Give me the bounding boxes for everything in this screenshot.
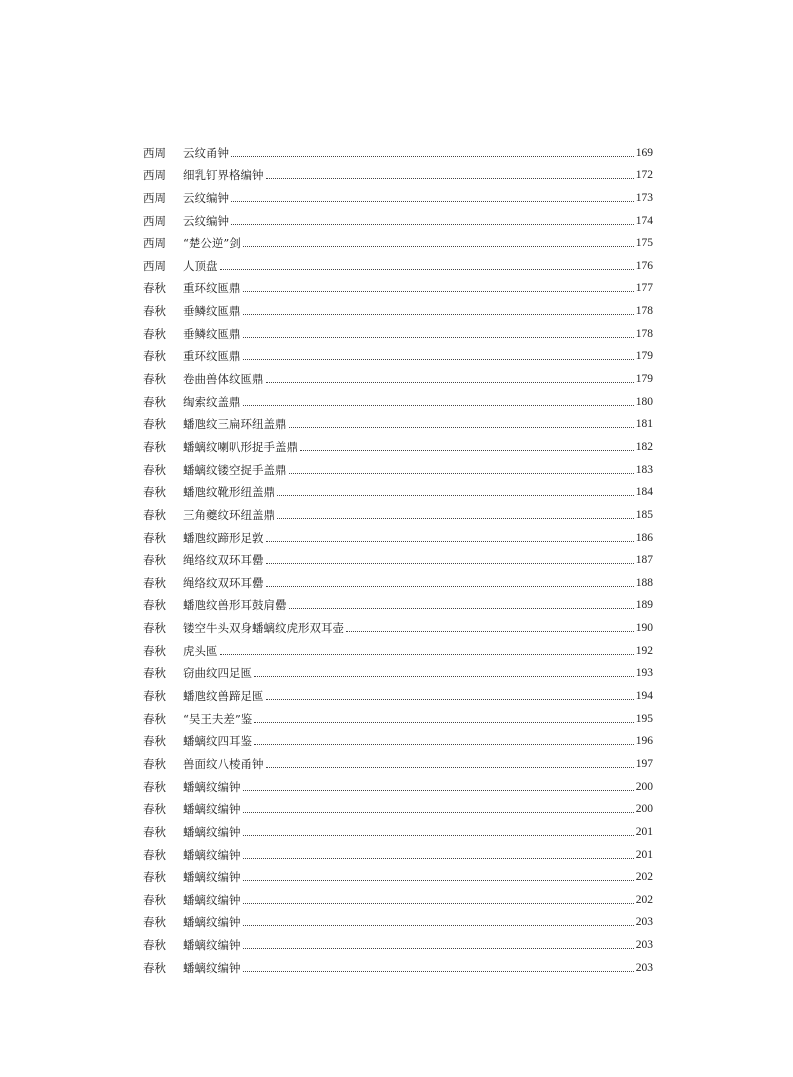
dot-leader [231, 156, 634, 157]
toc-entry-page-number: 174 [635, 214, 653, 227]
toc-entry-period: 西周 [143, 258, 166, 273]
toc-entry-title: 蟠螭纹编钟 [183, 938, 241, 953]
toc-entry[interactable] [143, 794, 653, 817]
toc-entry-page-number: 172 [635, 169, 653, 182]
toc-entry-page-number: 180 [635, 395, 653, 408]
toc-entry[interactable] [143, 205, 653, 228]
toc-entry-title: 蟠螭纹编钟 [183, 870, 241, 885]
toc-entry-page-number: 182 [635, 440, 653, 453]
toc-entry-title: 兽面纹八棱甬钟 [183, 756, 264, 771]
dot-leader [346, 631, 634, 632]
toc-entry-period: 春秋 [143, 621, 166, 636]
dot-leader [266, 767, 634, 768]
toc-entry[interactable] [143, 160, 653, 183]
toc-entry-title: 虎头匜 [183, 643, 218, 658]
toc-entry-title: 蟠螭纹编钟 [183, 779, 241, 794]
toc-entry-period: 春秋 [143, 802, 166, 817]
toc-entry-page-number: 177 [635, 282, 653, 295]
toc-entry-period: 春秋 [143, 462, 166, 477]
toc-entry-title: 垂鳞纹匜鼎 [183, 326, 241, 341]
dot-leader [266, 699, 634, 700]
toc-entry[interactable] [143, 952, 653, 975]
toc-entry-period: 春秋 [143, 711, 166, 726]
toc-entry-page-number: 186 [635, 531, 653, 544]
toc-entry-title: 镂空牛头双身蟠螭纹虎形双耳壶 [183, 621, 344, 636]
dot-leader [243, 925, 634, 926]
toc-entry-title: 蟠虺纹兽蹄足匜 [183, 689, 264, 704]
toc-entry-page-number: 179 [635, 373, 653, 386]
toc-entry[interactable] [143, 748, 653, 771]
dot-leader [266, 178, 634, 179]
toc-entry[interactable] [143, 635, 653, 658]
dot-leader [243, 835, 634, 836]
toc-entry-page-number: 176 [635, 259, 653, 272]
toc-entry-page-number: 202 [635, 871, 653, 884]
toc-entry[interactable] [143, 680, 653, 703]
toc-entry-period: 春秋 [143, 824, 166, 839]
toc-entry-title: 蟠虺纹靴形纽盖鼎 [183, 485, 275, 500]
toc-entry-title: 云纹编钟 [183, 190, 229, 205]
dot-leader [243, 337, 634, 338]
toc-entry-period: 春秋 [143, 666, 166, 681]
toc-entry-page-number: 203 [635, 939, 653, 952]
toc-entry-period: 春秋 [143, 892, 166, 907]
toc-entry-period: 春秋 [143, 281, 166, 296]
toc-entry-period: 春秋 [143, 439, 166, 454]
toc-entry-page-number: 200 [635, 803, 653, 816]
toc-entry[interactable] [143, 295, 653, 318]
toc-entry-title: 三角夔纹环纽盖鼎 [183, 507, 275, 522]
toc-entry-title: “吴王夫差”鉴 [183, 711, 253, 726]
toc-entry-period: 春秋 [143, 417, 166, 432]
toc-entry-title: 绹索纹盖鼎 [183, 394, 241, 409]
toc-entry-title: 绳络纹双环耳罍 [183, 575, 264, 590]
dot-leader [243, 359, 634, 360]
toc-entry-title: 蟠螭纹编钟 [183, 915, 241, 930]
toc-entry-page-number: 195 [635, 712, 653, 725]
toc-entry[interactable] [143, 567, 653, 590]
toc-entry-period: 春秋 [143, 643, 166, 658]
toc-entry-page-number: 184 [635, 486, 653, 499]
dot-leader [266, 541, 634, 542]
toc-entry-page-number: 181 [635, 418, 653, 431]
toc-entry-title: 垂鳞纹匜鼎 [183, 304, 241, 319]
toc-entry-period: 春秋 [143, 960, 166, 975]
toc-entry-page-number: 178 [635, 327, 653, 340]
dot-leader [243, 314, 634, 315]
toc-entry-title: 蟠螭纹编钟 [183, 847, 241, 862]
toc-entry[interactable] [143, 612, 653, 635]
toc-entry-title: 重环纹匜鼎 [183, 281, 241, 296]
toc-entry[interactable] [143, 907, 653, 930]
toc-entry-page-number: 169 [635, 146, 653, 159]
toc-entry-period: 春秋 [143, 372, 166, 387]
toc-entry[interactable] [143, 771, 653, 794]
toc-entry-title: 细乳钉界格编钟 [183, 168, 264, 183]
toc-entry-period: 春秋 [143, 870, 166, 885]
dot-leader [277, 518, 634, 519]
toc-entry[interactable] [143, 703, 653, 726]
dot-leader [231, 224, 634, 225]
dot-leader [243, 858, 634, 859]
toc-entry-title: 蟠虺纹三扁环纽盖鼎 [183, 417, 287, 432]
toc-entry-page-number: 203 [635, 961, 653, 974]
dot-leader [300, 450, 634, 451]
toc-entry-period: 西周 [143, 236, 166, 251]
toc-entry[interactable] [143, 431, 653, 454]
toc-entry[interactable] [143, 658, 653, 681]
toc-entry-title: 蟠螭纹镂空捉手盖鼎 [183, 462, 287, 477]
toc-entry[interactable] [143, 318, 653, 341]
toc-entry-period: 春秋 [143, 326, 166, 341]
toc-entry-title: 蟠螭纹四耳鉴 [183, 734, 252, 749]
dot-leader [266, 586, 634, 587]
toc-entry-period: 春秋 [143, 507, 166, 522]
toc-entry-period: 西周 [143, 190, 166, 205]
dot-leader [289, 473, 634, 474]
dot-leader [254, 676, 634, 677]
toc-entry-period: 春秋 [143, 779, 166, 794]
toc-entry[interactable] [143, 477, 653, 500]
toc-entry[interactable] [143, 273, 653, 296]
dot-leader [243, 812, 634, 813]
toc-entry-title: 重环纹匜鼎 [183, 349, 241, 364]
dot-leader [243, 790, 634, 791]
toc-entry-period: 春秋 [143, 915, 166, 930]
toc-entry-period: 春秋 [143, 530, 166, 545]
dot-leader [254, 744, 634, 745]
toc-entry-page-number: 175 [635, 237, 653, 250]
toc-entry-page-number: 188 [635, 576, 653, 589]
toc-entry-page-number: 193 [635, 667, 653, 680]
toc-entry-period: 春秋 [143, 394, 166, 409]
toc-entry[interactable] [143, 590, 653, 613]
toc-entry-title: 蟠螭纹编钟 [183, 802, 241, 817]
toc-entry-title: 云纹甬钟 [183, 145, 229, 160]
toc-entry-page-number: 200 [635, 780, 653, 793]
table-of-contents [143, 137, 653, 975]
toc-entry-period: 西周 [143, 168, 166, 183]
dot-leader [289, 608, 634, 609]
toc-entry[interactable] [143, 363, 653, 386]
toc-entry-title: 蟠螭纹编钟 [183, 824, 241, 839]
toc-entry[interactable] [143, 929, 653, 952]
toc-entry[interactable] [143, 884, 653, 907]
toc-entry-title: “楚公逆”剑 [183, 236, 241, 251]
toc-entry[interactable] [143, 839, 653, 862]
toc-entry-title: 窃曲纹四足匜 [183, 666, 252, 681]
toc-entry-page-number: 192 [635, 644, 653, 657]
toc-entry-period: 春秋 [143, 485, 166, 500]
toc-entry-title: 人顶盘 [183, 258, 218, 273]
toc-entry[interactable] [143, 182, 653, 205]
dot-leader [243, 880, 634, 881]
toc-entry-page-number: 196 [635, 735, 653, 748]
toc-entry-page-number: 201 [635, 825, 653, 838]
toc-entry-title: 卷曲兽体纹匜鼎 [183, 372, 264, 387]
dot-leader [289, 427, 634, 428]
toc-entry-period: 春秋 [143, 349, 166, 364]
dot-leader [243, 291, 634, 292]
toc-entry[interactable] [143, 499, 653, 522]
toc-entry-title: 蟠螭纹喇叭形捉手盖鼎 [183, 439, 298, 454]
dot-leader [243, 948, 634, 949]
toc-entry[interactable] [143, 726, 653, 749]
toc-entry-title: 云纹编钟 [183, 213, 229, 228]
toc-entry-page-number: 197 [635, 757, 653, 770]
toc-entry-page-number: 190 [635, 622, 653, 635]
toc-entry[interactable] [143, 386, 653, 409]
dot-leader [266, 382, 634, 383]
toc-entry-period: 春秋 [143, 689, 166, 704]
dot-leader [266, 563, 634, 564]
dot-leader [254, 722, 633, 723]
dot-leader [231, 201, 634, 202]
toc-entry-page-number: 183 [635, 463, 653, 476]
toc-entry-page-number: 203 [635, 916, 653, 929]
dot-leader [243, 246, 634, 247]
toc-entry-page-number: 194 [635, 690, 653, 703]
dot-leader [243, 405, 634, 406]
toc-entry-page-number: 173 [635, 191, 653, 204]
toc-entry-page-number: 179 [635, 350, 653, 363]
toc-entry[interactable] [143, 409, 653, 432]
toc-entry-title: 蟠螭纹编钟 [183, 960, 241, 975]
toc-entry-period: 春秋 [143, 734, 166, 749]
toc-entry-page-number: 202 [635, 893, 653, 906]
toc-entry[interactable] [143, 137, 653, 160]
toc-entry-period: 春秋 [143, 847, 166, 862]
toc-entry[interactable] [143, 545, 653, 568]
toc-entry[interactable] [143, 250, 653, 273]
toc-entry-title: 蟠虺纹蹄形足敦 [183, 530, 264, 545]
toc-entry[interactable] [143, 454, 653, 477]
toc-entry-period: 春秋 [143, 598, 166, 613]
toc-entry[interactable] [143, 522, 653, 545]
toc-entry-page-number: 187 [635, 554, 653, 567]
toc-entry[interactable] [143, 816, 653, 839]
toc-entry[interactable] [143, 228, 653, 251]
toc-entry-period: 春秋 [143, 304, 166, 319]
toc-entry[interactable] [143, 341, 653, 364]
toc-entry-period: 西周 [143, 145, 166, 160]
toc-entry-page-number: 189 [635, 599, 653, 612]
dot-leader [277, 495, 634, 496]
dot-leader [243, 971, 634, 972]
toc-entry[interactable] [143, 862, 653, 885]
toc-entry-page-number: 178 [635, 305, 653, 318]
toc-entry-title: 绳络纹双环耳罍 [183, 553, 264, 568]
toc-entry-title: 蟠螭纹编钟 [183, 892, 241, 907]
toc-entry-period: 春秋 [143, 553, 166, 568]
toc-entry-period: 春秋 [143, 756, 166, 771]
toc-entry-period: 西周 [143, 213, 166, 228]
toc-entry-period: 春秋 [143, 575, 166, 590]
dot-leader [220, 654, 634, 655]
toc-entry-title: 蟠虺纹兽形耳鼓肩罍 [183, 598, 287, 613]
dot-leader [220, 269, 634, 270]
toc-entry-page-number: 185 [635, 508, 653, 521]
toc-entry-page-number: 201 [635, 848, 653, 861]
dot-leader [243, 903, 634, 904]
toc-entry-period: 春秋 [143, 938, 166, 953]
